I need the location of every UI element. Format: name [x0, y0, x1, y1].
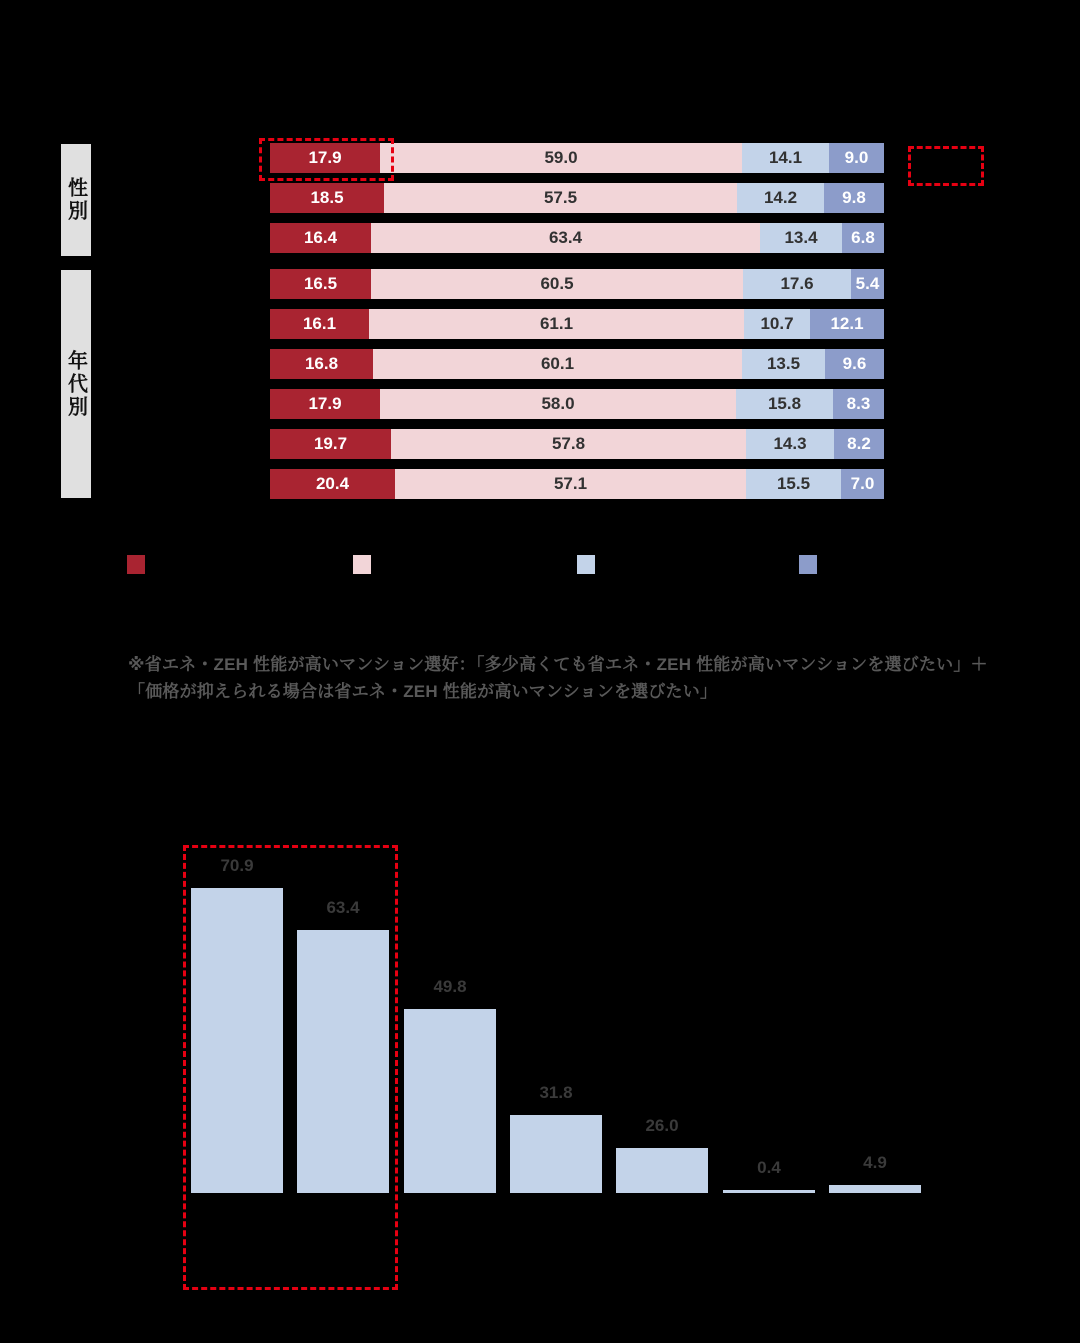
stacked-segment: 13.4	[760, 223, 842, 253]
stacked-segment: 15.8	[736, 389, 833, 419]
column-bar-value: 4.9	[863, 1153, 887, 1172]
stacked-segment: 57.8	[391, 429, 746, 459]
stacked-segment: 5.4	[851, 269, 884, 299]
stacked-segment: 14.2	[737, 183, 824, 213]
stacked-segment: 20.4	[270, 469, 395, 499]
stacked-segment: 8.3	[833, 389, 884, 419]
column-bar-7	[829, 1185, 921, 1193]
footnote-line-2: 「価格が抑えられる場合は省エネ・ZEH 性能が高いマンションを選びたい」	[128, 682, 718, 701]
group-band-gender: 性別	[61, 144, 91, 256]
stacked-segment: 19.7	[270, 429, 391, 459]
stacked-segment: 18.5	[270, 183, 384, 213]
stacked-segment: 14.1	[742, 143, 829, 173]
column-bar-value: 26.0	[645, 1116, 679, 1135]
column-bar-value: 0.4	[757, 1158, 781, 1177]
stacked-segment: 13.5	[742, 349, 825, 379]
stacked-segment: 60.5	[371, 269, 743, 299]
stacked-segment: 12.1	[810, 309, 884, 339]
column-bar-3	[404, 1009, 496, 1193]
column-bar-value: 31.8	[539, 1083, 573, 1102]
stacked-segment: 58.0	[380, 389, 736, 419]
stacked-segment: 59.0	[380, 143, 742, 173]
stacked-segment: 7.0	[841, 469, 884, 499]
column-bar-5	[616, 1148, 708, 1193]
stacked-segment: 9.8	[824, 183, 884, 213]
group-band-age: 年代別	[61, 270, 91, 498]
stacked-segment: 6.8	[842, 223, 884, 253]
footnote-line-1: ※省エネ・ZEH 性能が高いマンション選好：「多少高くても省エネ・ZEH 性能が高いマンションを選びたい」＋	[128, 655, 988, 674]
stacked-segment: 16.4	[270, 223, 371, 253]
stacked-segment: 14.3	[746, 429, 834, 459]
column-bar-6	[723, 1190, 815, 1193]
stacked-segment: 16.5	[270, 269, 371, 299]
column-bar-4	[510, 1115, 602, 1193]
stacked-segment: 57.1	[395, 469, 746, 499]
column-bar-value: 49.8	[433, 977, 467, 996]
highlight-box-first-two-columns	[183, 845, 398, 1290]
highlight-box-top-right	[908, 146, 984, 186]
stacked-segment: 9.6	[825, 349, 884, 379]
stacked-segment: 8.2	[834, 429, 884, 459]
highlight-box-row1-segment1	[259, 138, 394, 181]
legend-swatch-4	[799, 555, 817, 574]
stacked-segment: 16.1	[270, 309, 369, 339]
stacked-segment: 16.8	[270, 349, 373, 379]
column-bar-value: 70.9	[220, 856, 254, 875]
stacked-segment: 63.4	[371, 223, 760, 253]
legend-swatch-3	[577, 555, 595, 574]
column-bar-value: 63.4	[326, 898, 360, 917]
stacked-segment: 15.5	[746, 469, 841, 499]
stacked-segment: 17.6	[743, 269, 851, 299]
stacked-segment: 17.9	[270, 143, 380, 173]
legend-swatch-1	[127, 555, 145, 574]
stacked-segment: 60.1	[373, 349, 742, 379]
stacked-segment: 17.9	[270, 389, 380, 419]
stacked-segment: 61.1	[369, 309, 744, 339]
stacked-segment: 57.5	[384, 183, 737, 213]
stacked-segment: 9.0	[829, 143, 884, 173]
stacked-segment: 10.7	[744, 309, 810, 339]
legend-swatch-2	[353, 555, 371, 574]
